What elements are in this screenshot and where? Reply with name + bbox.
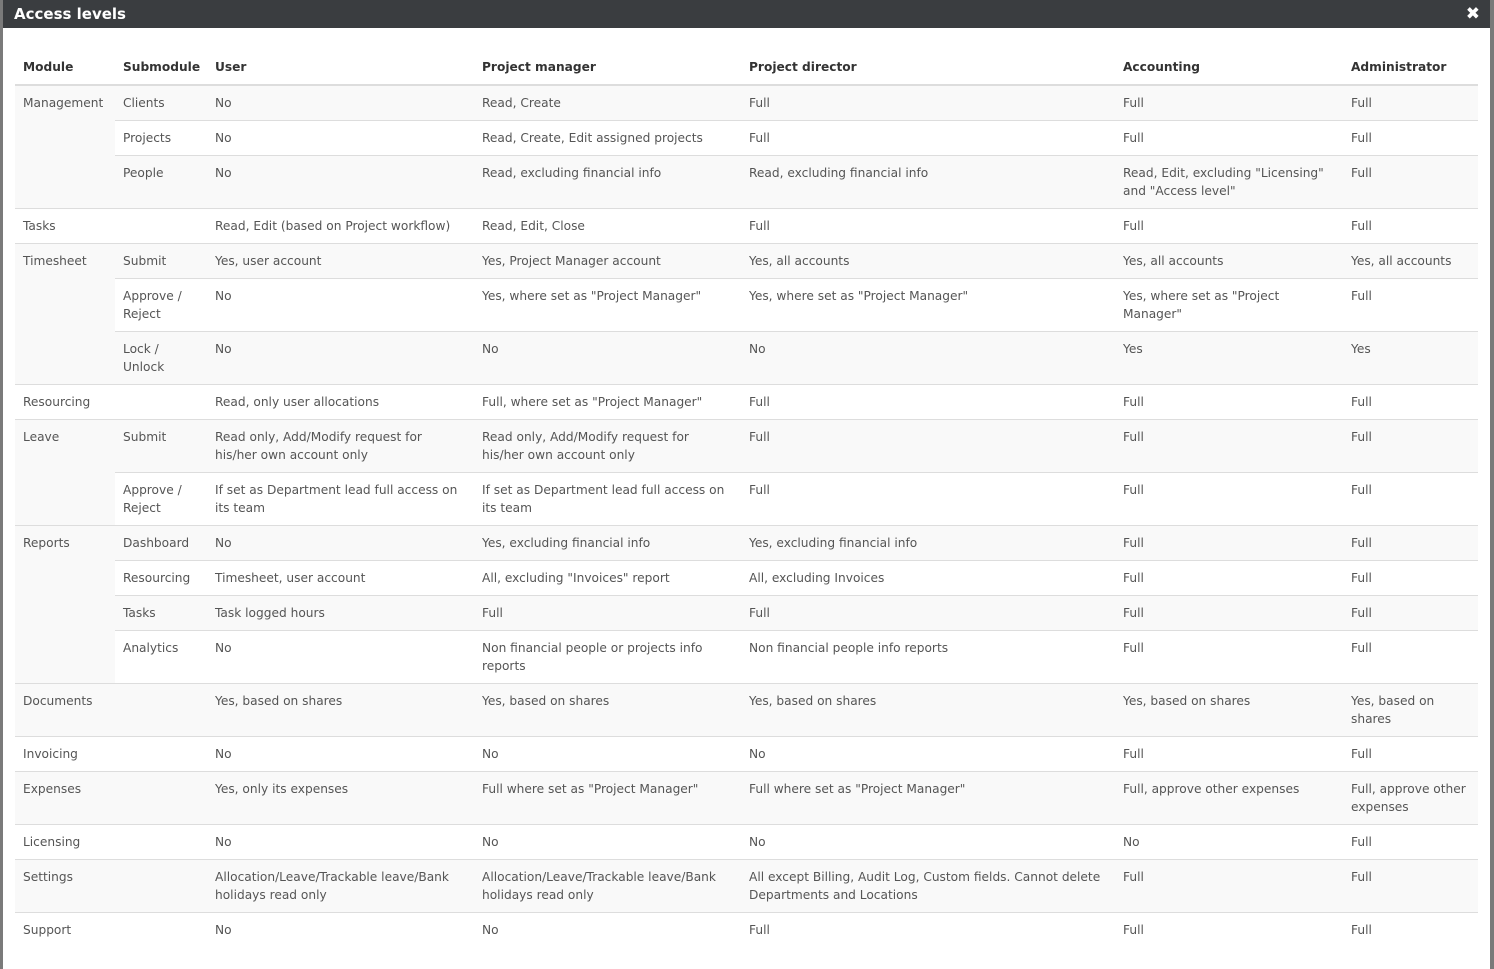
column-header: Project manager	[474, 50, 741, 85]
table-row	[15, 209, 1478, 244]
access-cell: Full	[1343, 561, 1478, 596]
access-cell: Full	[1343, 737, 1478, 772]
column-header: Administrator	[1343, 50, 1478, 85]
access-cell: Full	[1115, 121, 1343, 156]
submodule-cell: People	[115, 156, 207, 209]
submodule-cell	[115, 385, 207, 420]
access-cell: Full	[741, 121, 1115, 156]
access-cell: No	[741, 825, 1115, 860]
submodule-cell: Tasks	[115, 596, 207, 631]
access-cell: Full	[1343, 420, 1478, 473]
access-cell: Full	[741, 385, 1115, 420]
access-cell: No	[1115, 825, 1343, 860]
access-cell: Full	[1115, 85, 1343, 121]
access-cell: Full	[1343, 596, 1478, 631]
module-cell: Resourcing	[15, 385, 115, 420]
access-cell: If set as Department lead full access on its team	[207, 473, 474, 526]
submodule-cell: Analytics	[115, 631, 207, 684]
access-cell: Full	[1115, 913, 1343, 948]
access-cell: Yes, user account	[207, 244, 474, 279]
column-header: User	[207, 50, 474, 85]
access-cell: Allocation/Leave/Trackable leave/Bank holidays read only	[207, 860, 474, 913]
access-cell: No	[474, 737, 741, 772]
access-cell: Full, approve other expenses	[1115, 772, 1343, 825]
access-cell: Yes, based on shares	[207, 684, 474, 737]
access-cell: Full	[741, 420, 1115, 473]
access-cell: Yes, excluding financial info	[741, 526, 1115, 561]
access-cell: Read only, Add/Modify request for his/her own account only	[474, 420, 741, 473]
access-cell: Yes, all accounts	[1343, 244, 1478, 279]
submodule-cell: Approve / Reject	[115, 473, 207, 526]
access-cell: Read, Create, Edit assigned projects	[474, 121, 741, 156]
module-cell: Management	[15, 85, 115, 209]
submodule-cell: Approve / Reject	[115, 279, 207, 332]
access-cell: Yes, all accounts	[1115, 244, 1343, 279]
access-cell: Yes, based on shares	[1343, 684, 1478, 737]
access-cell: Full	[1343, 825, 1478, 860]
column-header: Accounting	[1115, 50, 1343, 85]
access-levels-modal	[3, 0, 1490, 969]
table-row	[15, 596, 1478, 631]
table-row	[15, 684, 1478, 737]
access-cell: No	[207, 85, 474, 121]
access-cell: Full	[1343, 631, 1478, 684]
access-cell: Non financial people or projects info reports	[474, 631, 741, 684]
access-cell: Full	[1343, 156, 1478, 209]
access-cell: Read, Edit, excluding "Licensing" and "Access level"	[1115, 156, 1343, 209]
submodule-cell: Lock / Unlock	[115, 332, 207, 385]
access-cell: Yes	[1343, 332, 1478, 385]
module-cell: Licensing	[15, 825, 115, 860]
access-cell: Read, only user allocations	[207, 385, 474, 420]
access-cell: Yes, only its expenses	[207, 772, 474, 825]
submodule-cell: Resourcing	[115, 561, 207, 596]
access-cell: No	[741, 332, 1115, 385]
access-cell: Yes, where set as "Project Manager"	[1115, 279, 1343, 332]
access-cell: Full, approve other expenses	[1343, 772, 1478, 825]
access-cell: All except Billing, Audit Log, Custom fields. Cannot delete Departments and Locations	[741, 860, 1115, 913]
table-row	[15, 85, 1478, 121]
access-cell: Read, Create	[474, 85, 741, 121]
module-cell: Tasks	[15, 209, 115, 244]
access-cell: Full	[1115, 385, 1343, 420]
submodule-cell	[115, 825, 207, 860]
access-cell: Timesheet, user account	[207, 561, 474, 596]
access-cell: No	[207, 631, 474, 684]
column-header: Submodule	[115, 50, 207, 85]
table-row	[15, 279, 1478, 332]
modal-title: Access levels	[14, 5, 126, 23]
access-cell: Yes, where set as "Project Manager"	[474, 279, 741, 332]
table-row	[15, 561, 1478, 596]
access-cell: Full, where set as "Project Manager"	[474, 385, 741, 420]
access-cell: Full	[1115, 860, 1343, 913]
table-header-row	[15, 50, 1478, 85]
submodule-cell	[115, 737, 207, 772]
access-cell: Full	[1115, 561, 1343, 596]
access-cell: Full	[1343, 860, 1478, 913]
access-cell: Yes, excluding financial info	[474, 526, 741, 561]
submodule-cell: Dashboard	[115, 526, 207, 561]
close-icon[interactable]: ✖	[1465, 4, 1480, 24]
table-row	[15, 385, 1478, 420]
submodule-cell	[115, 772, 207, 825]
submodule-cell: Projects	[115, 121, 207, 156]
access-cell: Allocation/Leave/Trackable leave/Bank holidays read only	[474, 860, 741, 913]
modal-header	[3, 0, 1490, 28]
access-cell: Yes, based on shares	[741, 684, 1115, 737]
access-cell: Full	[741, 85, 1115, 121]
access-cell: No	[474, 332, 741, 385]
access-cell: Non financial people info reports	[741, 631, 1115, 684]
column-header: Module	[15, 50, 115, 85]
table-row	[15, 913, 1478, 948]
access-cell: No	[207, 913, 474, 948]
access-cell: All, excluding "Invoices" report	[474, 561, 741, 596]
access-cell: Full where set as "Project Manager"	[741, 772, 1115, 825]
table-row	[15, 772, 1478, 825]
module-cell: Reports	[15, 526, 115, 684]
access-cell: Full	[1115, 737, 1343, 772]
access-cell: Full	[1115, 420, 1343, 473]
access-cell: Full	[1115, 526, 1343, 561]
access-cell: No	[474, 913, 741, 948]
access-cell: Read, Edit, Close	[474, 209, 741, 244]
table-row	[15, 473, 1478, 526]
access-cell: No	[207, 825, 474, 860]
access-cell: Full	[1115, 473, 1343, 526]
submodule-cell	[115, 209, 207, 244]
access-cell: Read only, Add/Modify request for his/her own account only	[207, 420, 474, 473]
access-cell: No	[207, 737, 474, 772]
access-cell: Task logged hours	[207, 596, 474, 631]
access-cell: Full	[1115, 631, 1343, 684]
access-cell: No	[207, 332, 474, 385]
module-cell: Settings	[15, 860, 115, 913]
access-cell: Full	[1343, 209, 1478, 244]
access-cell: No	[207, 121, 474, 156]
access-cell: Full	[1343, 473, 1478, 526]
table-row	[15, 156, 1478, 209]
submodule-cell	[115, 913, 207, 948]
table-row	[15, 631, 1478, 684]
submodule-cell: Submit	[115, 244, 207, 279]
access-cell: Yes, all accounts	[741, 244, 1115, 279]
module-cell: Documents	[15, 684, 115, 737]
access-cell: All, excluding Invoices	[741, 561, 1115, 596]
access-cell: Yes, Project Manager account	[474, 244, 741, 279]
access-cell: Full	[741, 473, 1115, 526]
submodule-cell	[115, 860, 207, 913]
access-cell: Full where set as "Project Manager"	[474, 772, 741, 825]
module-cell: Expenses	[15, 772, 115, 825]
column-header: Project director	[741, 50, 1115, 85]
access-cell: No	[474, 825, 741, 860]
table-row	[15, 737, 1478, 772]
access-cell: Full	[1343, 385, 1478, 420]
access-cell: No	[207, 279, 474, 332]
access-cell: Read, excluding financial info	[741, 156, 1115, 209]
table-row	[15, 244, 1478, 279]
access-cell: Full	[1343, 279, 1478, 332]
submodule-cell: Clients	[115, 85, 207, 121]
access-cell: No	[741, 737, 1115, 772]
module-cell: Support	[15, 913, 115, 948]
access-cell: Yes, where set as "Project Manager"	[741, 279, 1115, 332]
access-cell: No	[207, 156, 474, 209]
table-row	[15, 825, 1478, 860]
access-cell: Yes	[1115, 332, 1343, 385]
table-row	[15, 332, 1478, 385]
access-cell: Read, Edit (based on Project workflow)	[207, 209, 474, 244]
access-cell: Full	[741, 913, 1115, 948]
access-cell: Full	[1343, 121, 1478, 156]
table-row	[15, 526, 1478, 561]
access-cell: No	[207, 526, 474, 561]
access-cell: Full	[1115, 209, 1343, 244]
submodule-cell: Submit	[115, 420, 207, 473]
module-cell: Timesheet	[15, 244, 115, 385]
access-cell: Full	[1343, 85, 1478, 121]
access-cell: Full	[741, 596, 1115, 631]
table-row	[15, 121, 1478, 156]
access-cell: Full	[474, 596, 741, 631]
access-cell: Yes, based on shares	[474, 684, 741, 737]
access-cell: Full	[1115, 596, 1343, 631]
access-cell: If set as Department lead full access on its team	[474, 473, 741, 526]
submodule-cell	[115, 684, 207, 737]
access-cell: Full	[741, 209, 1115, 244]
module-cell: Invoicing	[15, 737, 115, 772]
access-cell: Read, excluding financial info	[474, 156, 741, 209]
access-levels-table	[15, 50, 1478, 947]
access-cell: Full	[1343, 913, 1478, 948]
access-cell: Yes, based on shares	[1115, 684, 1343, 737]
table-row	[15, 420, 1478, 473]
table-row	[15, 860, 1478, 913]
module-cell: Leave	[15, 420, 115, 526]
access-cell: Full	[1343, 526, 1478, 561]
